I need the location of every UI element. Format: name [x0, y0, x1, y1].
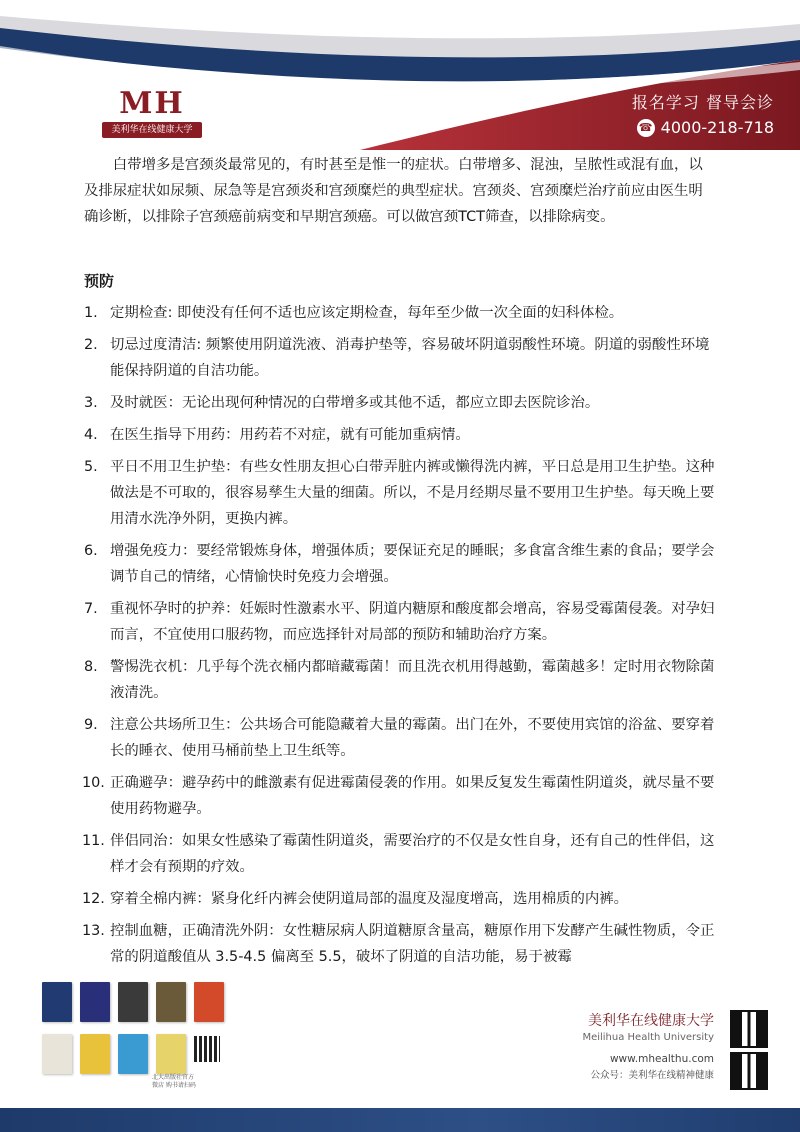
list-item: [84, 332, 716, 384]
book-cover: [118, 982, 148, 1022]
list-text: 注意公共场所卫生：公共场合可能隐藏着大量的霉菌。出门在外，不要使用宾馆的浴盆、要穿着长的睡衣、使用马桶前垫上卫生纸等。: [110, 717, 715, 759]
book-cover: [42, 1034, 72, 1074]
book-cover: [194, 982, 224, 1022]
list-number: 10.: [82, 775, 105, 791]
list-text: 伴侣同治：如果女性感染了霉菌性阴道炎，需要治疗的不仅是女性自身，还有自己的性伴侣，这样才会有预期的疗效。: [110, 833, 715, 875]
list-number: 8.: [84, 659, 98, 675]
book-cover: [156, 982, 186, 1022]
list-number: 11.: [82, 833, 105, 849]
page-header: [0, 0, 800, 150]
list-text: 重视怀孕时的护养：妊娠时性激素水平、阴道内糖原和酸度都会增高，容易受霉菌侵袭。对孕妇而言，不宜使用口服药物，而应选择针对局部的预防和辅助治疗方案。: [110, 601, 715, 643]
mh-logo: [100, 82, 204, 144]
bookstore-qr-caption: 北大出版社官方微店 购书请扫码: [152, 1074, 196, 1089]
intro-paragraph: 白带增多是宫颈炎最常见的，有时甚至是惟一的症状。白带增多、混浊，呈脓性或混有血，以及排尿症状如尿频、尿急等是宫颈炎和宫颈糜烂的典型症状。宫颈炎、宫颈糜烂治疗前应由医生明确诊断，以排除子宫颈癌前病变和早期宫颈癌。可以做宫颈TCT筛查，以排除病变。: [84, 157, 703, 225]
list-text: 穿着全棉内裤：紧身化纤内裤会使阴道局部的温度及湿度增高，选用棉质的内裤。: [110, 891, 629, 907]
list-number: 2.: [84, 337, 98, 353]
list-item: [84, 770, 716, 822]
header-slogan: 报名学习 督导会诊: [631, 93, 774, 112]
phone-number: 4000-218-718: [660, 118, 774, 137]
book-cover: [42, 982, 72, 1022]
list-item: [84, 596, 716, 648]
bookstore-qr-icon: [194, 1036, 220, 1062]
phone-icon: ☎: [637, 119, 655, 137]
book-cover: [80, 1034, 110, 1074]
book-covers-group: [42, 982, 242, 1082]
book-cover: [156, 1034, 186, 1074]
list-text: 控制血糖，正确清洗外阴：女性糖尿病人阴道糖原含量高，糖原作用下发酵产生碱性物质，令正常的阴道酸值从 3.5-4.5 偏离至 5.5，破坏了阴道的自洁功能，易于被霉: [110, 923, 715, 965]
list-number: 12.: [82, 891, 105, 907]
list-number: 6.: [84, 543, 98, 559]
list-item: [84, 300, 716, 326]
footer-bar: [0, 1108, 800, 1132]
list-text: 及时就医：无论出现何种情况的白带增多或其他不适，都应立即去医院诊治。: [110, 395, 600, 411]
logo-mark: MH: [119, 86, 185, 121]
section-title-prevention: 预防: [84, 272, 115, 290]
book-cover: [80, 982, 110, 1022]
qr-code-icon: [730, 1010, 768, 1048]
article-body: [84, 152, 716, 976]
list-number: 1.: [84, 305, 98, 321]
prevention-list: [84, 300, 716, 970]
list-item: [84, 422, 716, 448]
list-number: 9.: [84, 717, 98, 733]
list-item: [84, 538, 716, 590]
list-item: [84, 390, 716, 416]
phone-row: [632, 118, 774, 137]
list-text: 增强免疫力：要经常锻炼身体，增强体质；要保证充足的睡眠；多食富含维生素的食品；要学会调节自己的情绪，心情愉快时免疫力会增强。: [110, 543, 715, 585]
list-number: 5.: [84, 459, 98, 475]
list-number: 7.: [84, 601, 98, 617]
university-name-en: Meilihua Health University: [582, 1032, 714, 1043]
wechat-account: 公众号：美利华在线精神健康: [590, 1070, 714, 1081]
list-item: [84, 454, 716, 532]
list-item: [84, 654, 716, 706]
website-link[interactable]: www.mhealthu.com: [609, 1053, 714, 1065]
list-text: 在医生指导下用药：用药若不对症，就有可能加重病情。: [110, 427, 470, 443]
list-item: [84, 886, 716, 912]
list-text: 切忌过度清洁: 频繁使用阴道洗液、消毒护垫等，容易破坏阴道弱酸性环境。阴道的弱酸性环境能保持阴道的自洁功能。: [110, 337, 710, 379]
list-item: [84, 918, 716, 970]
list-text: 平日不用卫生护垫：有些女性朋友担心白带弄脏内裤或懒得洗内裤，平日总是用卫生护垫。这种做法是不可取的，很容易孳生大量的细菌。所以，不是月经期尽量不要用卫生护垫。每天晚上要用清水洗净外阴，更换内裤。: [110, 459, 715, 527]
university-info: [582, 1010, 714, 1081]
book-cover: [118, 1034, 148, 1074]
list-item: [84, 712, 716, 764]
header-contact: [632, 90, 774, 137]
list-number: 4.: [84, 427, 98, 443]
list-text: 警惕洗衣机：几乎每个洗衣桶内都暗藏霉菌！而且洗衣机用得越勤，霉菌越多！定时用衣物除菌液清洗。: [110, 659, 715, 701]
list-number: 13.: [82, 923, 105, 939]
university-name-cn: 美利华在线健康大学: [588, 1013, 714, 1029]
list-item: [84, 828, 716, 880]
logo-ribbon-text: 美利华在线健康大学: [102, 122, 202, 138]
qr-code-icon: [730, 1052, 768, 1090]
list-text: 定期检查: 即使没有任何不适也应该定期检查，每年至少做一次全面的妇科体检。: [110, 305, 624, 321]
list-text: 正确避孕：避孕药中的雌激素有促进霉菌侵袭的作用。如果反复发生霉菌性阴道炎，就尽量不要使用药物避孕。: [110, 775, 715, 817]
list-number: 3.: [84, 395, 98, 411]
